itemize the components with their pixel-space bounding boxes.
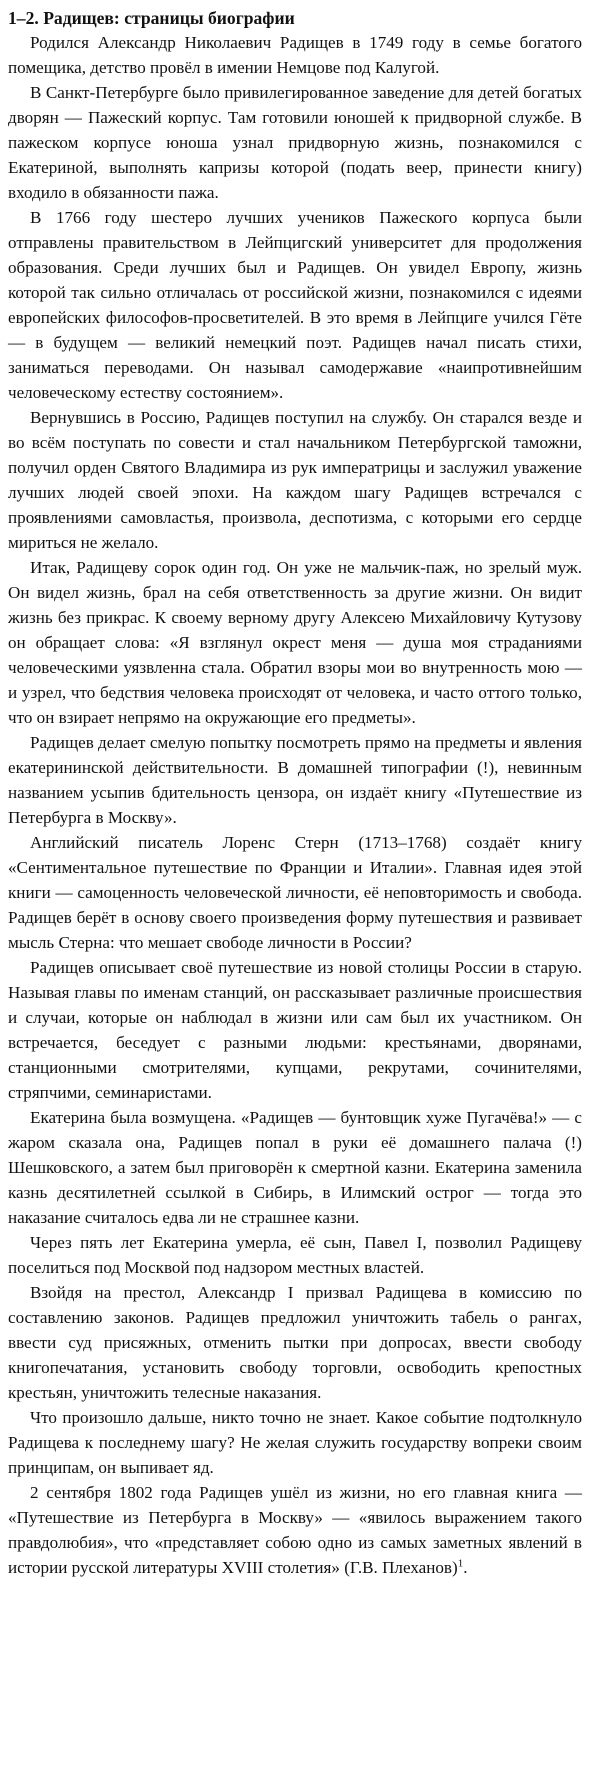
footnote-marker: 1: [457, 1557, 464, 1570]
paragraph-forty-one: Итак, Радищеву сорок один год. Он уже не мальчик-паж, но зрелый муж. Он видел жизнь, брал на себя ответственность за другие жизни. Он видит жизнь без прикрас. К своему верному другу Алексею Михайловичу Кутузову он обращает слова: «Я взглянул окрест меня — душа моя страданиями человеческими уязвленна стала. Обратил взоры мои во внутренность мою — и узрел, что бедствия человека происходят от человека, и часто оттого только, что он взирает непрямо на окружающие его предметы».: [8, 558, 582, 727]
paragraph-service: Вернувшись в Россию, Радищев поступил на службу. Он старался везде и во всём поступать по совести и стал начальником Петербургской таможни, получил орден Святого Владимира из рук императрицы и заслужил уважение лучших людей своей эпохи. На каждом шагу Радищев встречался с проявлениями самовластья, произвола, деспотизма, с которыми его сердце мириться не желало.: [8, 408, 582, 552]
paragraph-death-text: 2 сентября 1802 года Радищев ушёл из жизни, но его главная книга — «Путешествие из Петербурга в Москву» — «явилось выражением такого правдолюбия», что «представляет собою одно из самых заметных явлений в истории русской литературы XVIII столетия» (Г.В. Плеханов): [8, 1483, 582, 1577]
paragraph-death: 2 сентября 1802 года Радищев ушёл из жизни, но его главная книга — «Путешествие из Петербурга в Москву» — «явилось выражением такого правдолюбия», что «представляет собою одно из самых заметных явлений в истории русской литературы XVIII столетия» (Г.В. Плеханов)$^1$.: [8, 1483, 582, 1577]
paragraph-leipzig: В 1766 году шестеро лучших учеников Пажеского корпуса были отправлены правительством в Лейпцигский университет для продолжения образования. Среди лучших был и Радищев. Он увидел Европу, жизнь которой так сильно отличалась от российской жизни, познакомился с идеями европейских философов-просветителей. В это время в Лейпциге учился Гёте — в будущем — великий немецкий поэт. Радищев начал писать стихи, заниматься переводами. Он называл самодержавие «наипротивнейшим человеческому естеству состоянием».: [8, 208, 582, 402]
paragraph-sterne: Английский писатель Лоренс Стерн (1713–1768) создаёт книгу «Сентиментальное путешествие по Франции и Италии». Главная идея этой книги — самоценность человеческой личности, её неповторимость и свобода. Радищев берёт в основу своего произведения форму путешествия и развивает мысль Стерна: что мешает свободе личности в России?: [8, 833, 582, 952]
paragraph-journey: Радищев описывает своё путешествие из новой столицы России в старую. Называя главы по именам станций, он рассказывает различные происшествия и случаи, которые он наблюдал в жизни или сам был их участником. Он встречается, беседует с разными людьми: крестьянами, дворянами, станционными смотрителями, купцами, рекрутами, сочинителями, стряпчими, семинаристами.: [8, 958, 582, 1102]
paragraph-birth: Родился Александр Николаевич Радищев в 1749 году в семье богатого помещика, детство провёл в имении Немцове под Калугой.: [8, 33, 582, 77]
paragraph-paul: Через пять лет Екатерина умерла, её сын, Павел I, позволил Радищеву поселиться под Москвой под надзором местных властей.: [8, 1233, 582, 1277]
paragraph-alexander: Взойдя на престол, Александр I призвал Радищева в комиссию по составлению законов. Радищев предложил уничтожить табель о рангах, ввести суд присяжных, отменить пытки при допросах, ввести свободу книгопечатания, установить свободу торговли, освободить крепостных крестьян, уничтожить телесные наказания.: [8, 1283, 582, 1402]
paragraph-page-corps: В Санкт-Петербурге было привилегированное заведение для детей богатых дворян — Пажеский корпус. Там готовили юношей к придворной службе. В пажеском корпусе юноша узнал придворную жизнь, познакомился с Екатериной, выполнять капризы которой (подать веер, принести книгу) входило в обязанности пажа.: [8, 83, 582, 202]
paragraph-publishing: Радищев делает смелую попытку посмотреть прямо на предметы и явления екатерининской действительности. В домашней типографии (!), невинным названием усыпив бдительность цензора, он издаёт книгу «Путешествие из Петербурга в Москву».: [8, 733, 582, 827]
section-heading: 1–2. Радищев: страницы биографии: [8, 8, 295, 28]
paragraph-final-step: Что произошло дальше, никто точно не знает. Какое событие подтолкнуло Радищева к последнему шагу? Не желая служить государству вопреки своим принципам, он выпивает яд.: [8, 1408, 582, 1477]
paragraph-catherine: Екатерина была возмущена. «Радищев — бунтовщик хуже Пугачёва!» — с жаром сказала она, Радищев попал в руки её домашнего палача (!) Шешковского, а затем был приговорён к смертной казни. Екатерина заменила казнь десятилетней ссылкой в Сибирь, в Илимский острог — тогда это наказание считалось едва ли не страшнее казни.: [8, 1108, 582, 1227]
